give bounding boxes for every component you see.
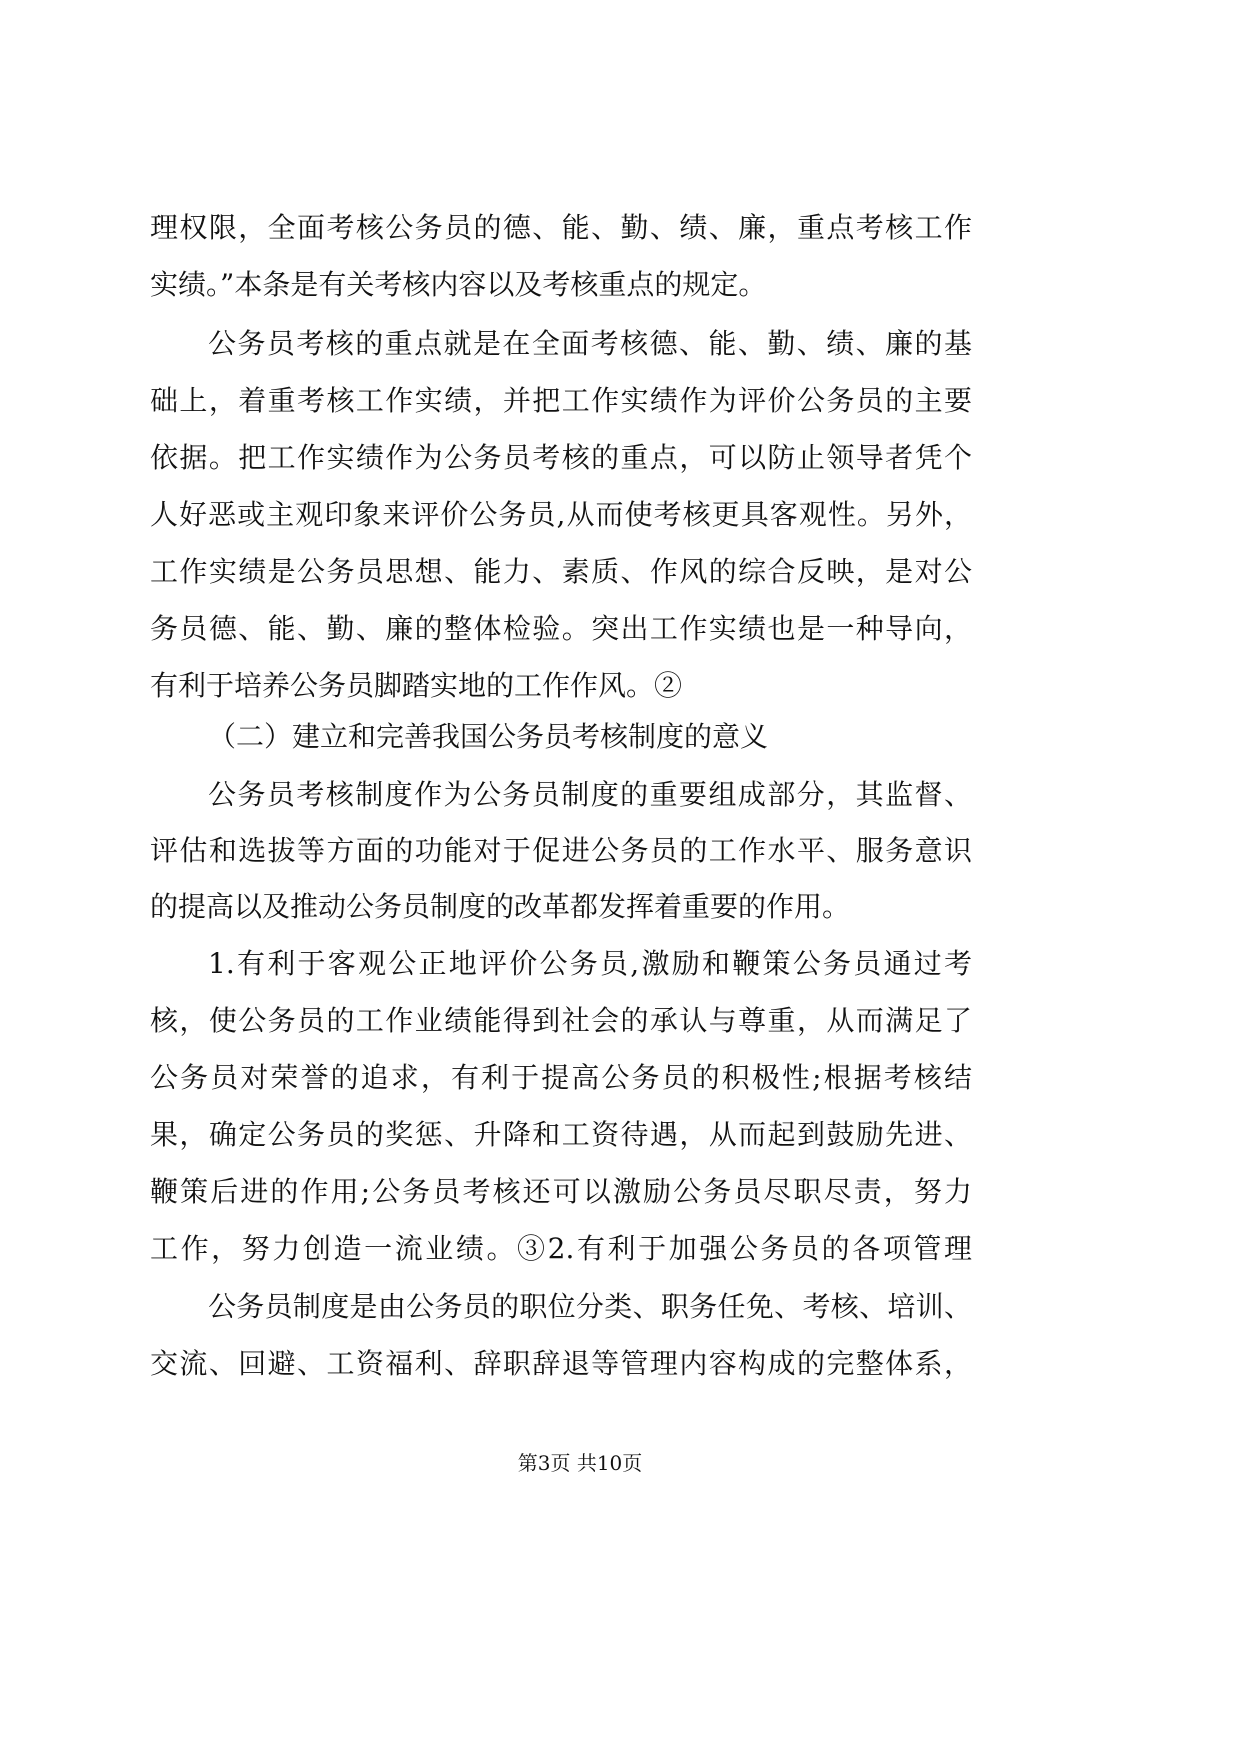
text-line: 工作实绩是公务员思想、能力、素质、作风的综合反映，是对公 — [150, 555, 972, 588]
text-line: 础上，着重考核工作实绩，并把工作实绩作为评价公务员的主要 — [150, 384, 972, 417]
text-line: 交流、回避、工资福利、辞职辞退等管理内容构成的完整体系， — [150, 1347, 972, 1380]
text-line: 公务员考核的重点就是在全面考核德、能、勤、绩、廉的基 — [208, 327, 972, 360]
text-line: 1.有利于客观公正地评价公务员,激励和鞭策公务员通过考 — [208, 947, 972, 980]
text-line: 理权限，全面考核公务员的德、能、勤、绩、廉，重点考核工作 — [150, 211, 972, 244]
text-line: 果，确定公务员的奖惩、升降和工资待遇，从而起到鼓励先进、 — [150, 1118, 972, 1151]
text-line: 公务员制度是由公务员的职位分类、职务任免、考核、培训、 — [208, 1290, 972, 1323]
text-line: 务员德、能、勤、廉的整体检验。突出工作实绩也是一种导向， — [150, 612, 972, 645]
text-line: 的提高以及推动公务员制度的改革都发挥着重要的作用。 — [150, 890, 851, 923]
text-line: 公务员对荣誉的追求，有利于提高公务员的积极性;根据考核结 — [150, 1061, 972, 1094]
text-line: 鞭策后进的作用;公务员考核还可以激励公务员尽职尽责，努力 — [150, 1175, 972, 1208]
text-line: 公务员考核制度作为公务员制度的重要组成部分，其监督、 — [208, 778, 972, 811]
text-line: 工作，努力创造一流业绩。③2.有利于加强公务员的各项管理 — [150, 1232, 972, 1265]
text-line: 实绩。”本条是有关考核内容以及考核重点的规定。 — [150, 268, 767, 301]
text-line: 人好恶或主观印象来评价公务员,从而使考核更具客观性。另外， — [150, 498, 972, 531]
text-line: 核，使公务员的工作业绩能得到社会的承认与尊重，从而满足了 — [150, 1004, 972, 1037]
text-line: 评估和选拔等方面的功能对于促进公务员的工作水平、服务意识 — [150, 834, 972, 867]
page-footer: 第3页 共10页 — [517, 1451, 643, 1475]
text-line: 有利于培养公务员脚踏实地的工作作风。② — [150, 669, 683, 702]
text-line: 依据。把工作实绩作为公务员考核的重点，可以防止领导者凭个 — [150, 441, 972, 474]
text-line: （二）建立和完善我国公务员考核制度的意义 — [208, 720, 769, 753]
